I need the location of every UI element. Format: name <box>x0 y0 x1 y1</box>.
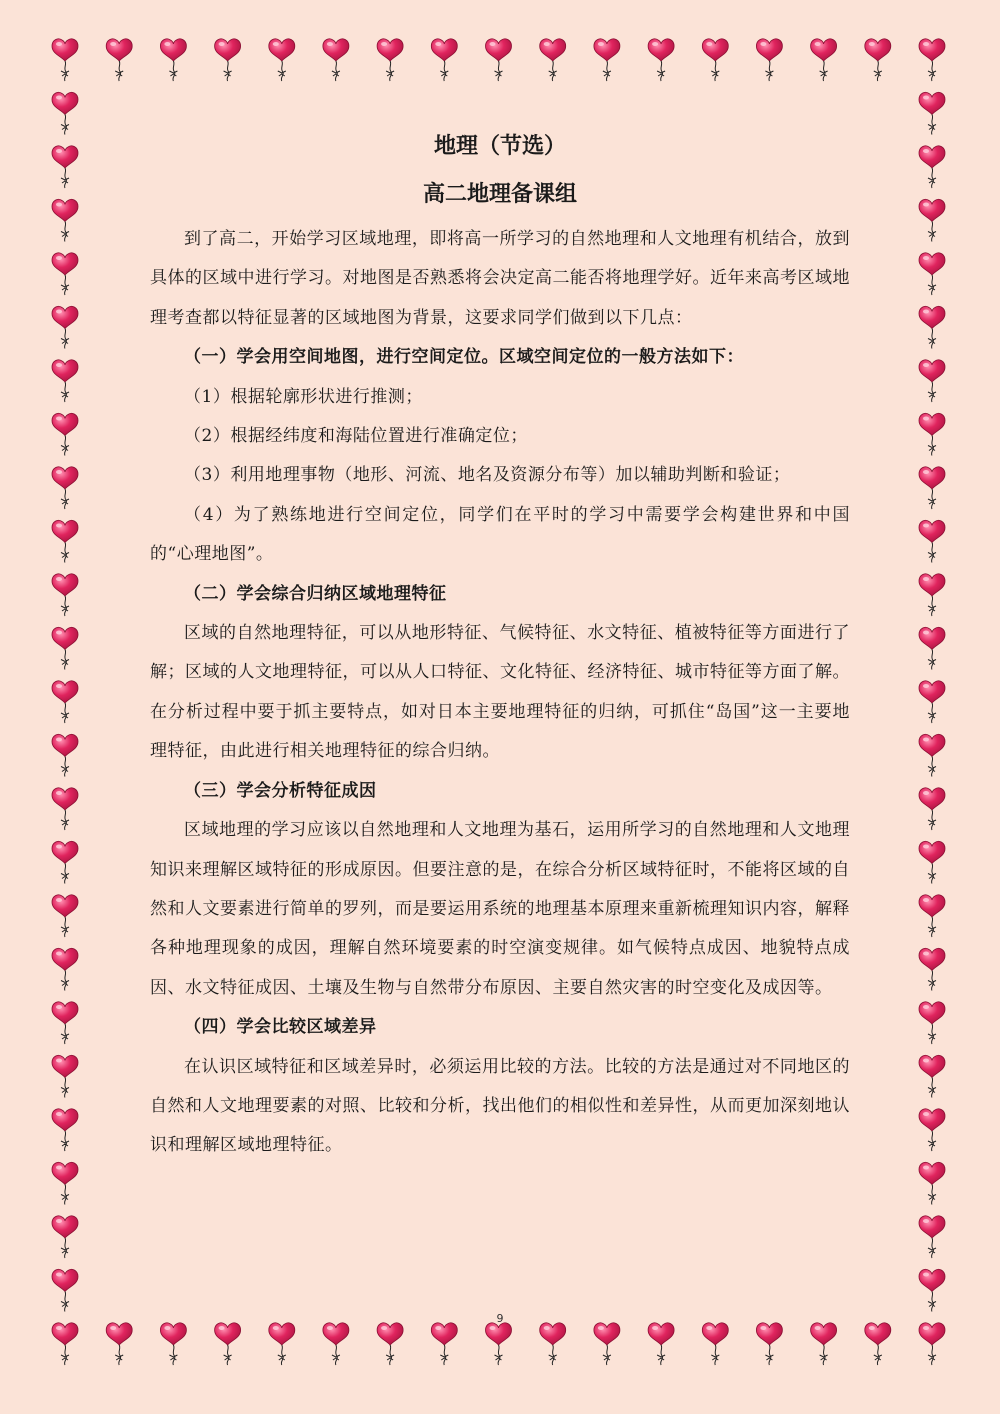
heart-balloon-icon <box>52 734 78 776</box>
heart-balloon-icon <box>919 467 945 509</box>
heart-balloon-icon <box>919 1055 945 1097</box>
section-1-item-3: （3）利用地理事物（地形、河流、地名及资源分布等）加以辅助判断和验证； <box>184 465 791 486</box>
heart-balloon-icon <box>106 1323 132 1365</box>
heart-balloon-icon <box>919 841 945 883</box>
heart-balloon-icon <box>756 39 782 81</box>
page-number: 9 <box>496 1312 504 1325</box>
heart-balloon-icon <box>919 788 945 830</box>
heart-balloon-icon <box>215 39 241 81</box>
heart-balloon-icon <box>811 1323 837 1365</box>
heart-balloon-icon <box>919 92 945 134</box>
heart-balloon-icon <box>919 253 945 295</box>
heart-balloon-icon <box>919 306 945 348</box>
heart-balloon-icon <box>52 627 78 669</box>
heart-balloon-icon <box>865 1323 891 1365</box>
heart-balloon-icon <box>215 1323 241 1365</box>
heart-balloon-icon <box>702 39 728 81</box>
heart-balloon-icon <box>919 627 945 669</box>
heart-balloon-icon <box>52 146 78 188</box>
heart-balloon-icon <box>594 39 620 81</box>
section-4-body: 在认识区域特征和区域差异时，必须运用比较的方法。比较的方法是通过对不同地区的自然和人文地理要素的对照、比较和分析，找出他们的相似性和差异性，从而更加深刻地认识和理解区域地理特征。 <box>150 1056 850 1156</box>
heart-balloon-icon <box>52 1002 78 1044</box>
heart-balloon-icon <box>52 895 78 937</box>
heart-balloon-icon <box>52 413 78 455</box>
heart-balloon-icon <box>52 306 78 348</box>
heart-balloon-icon <box>52 1323 78 1365</box>
heart-balloon-icon <box>540 39 566 81</box>
heart-balloon-icon <box>919 39 945 81</box>
heart-balloon-icon <box>919 413 945 455</box>
heart-balloon-icon <box>919 1216 945 1258</box>
heart-balloon-icon <box>756 1323 782 1365</box>
heart-balloon-icon <box>919 574 945 616</box>
heart-balloon-icon <box>594 1323 620 1365</box>
heart-balloon-icon <box>486 39 512 81</box>
heart-balloon-icon <box>160 1323 186 1365</box>
heart-balloon-icon <box>486 1323 512 1365</box>
heart-balloon-icon <box>52 92 78 134</box>
heart-balloon-icon <box>52 199 78 241</box>
heart-balloon-icon <box>919 146 945 188</box>
section-1-heading: （一）学会用空间地图，进行空间定位。区域空间定位的一般方法如下： <box>184 347 744 368</box>
heart-balloon-icon <box>52 253 78 295</box>
section-1-item-1: （1）根据轮廓形状进行推测； <box>184 386 423 407</box>
heart-balloon-icon <box>540 1323 566 1365</box>
section-1-item-2: （2）根据经纬度和海陆位置进行准确定位； <box>184 426 528 447</box>
heart-balloon-icon <box>269 39 295 81</box>
heart-balloon-icon <box>106 39 132 81</box>
heart-balloon-icon <box>648 39 674 81</box>
heart-balloon-icon <box>919 734 945 776</box>
heart-balloon-icon <box>52 1055 78 1097</box>
heart-balloon-icon <box>919 1002 945 1044</box>
heart-balloon-icon <box>52 39 78 81</box>
heart-balloon-icon <box>919 895 945 937</box>
heart-balloon-icon <box>865 39 891 81</box>
heart-balloon-icon <box>431 39 457 81</box>
section-1-item-4: （4）为了熟练地进行空间定位，同学们在平时的学习中需要学会构建世界和中国的“心理地图”。 <box>150 504 850 565</box>
document-body <box>150 128 850 1166</box>
heart-balloon-icon <box>648 1323 674 1365</box>
heart-balloon-icon <box>52 1162 78 1204</box>
document-title: 地理（节选） <box>433 133 566 159</box>
heart-balloon-icon <box>431 1323 457 1365</box>
section-4-heading: （四）学会比较区域差异 <box>184 1017 377 1038</box>
section-3-heading: （三）学会分析特征成因 <box>184 780 377 801</box>
heart-balloon-icon <box>919 1323 945 1365</box>
heart-balloon-icon <box>323 39 349 81</box>
heart-balloon-icon <box>377 1323 403 1365</box>
heart-balloon-icon <box>919 948 945 990</box>
heart-balloon-icon <box>52 520 78 562</box>
heart-balloon-icon <box>52 1216 78 1258</box>
section-2-body: 区域的自然地理特征，可以从地形特征、气候特征、水文特征、植被特征等方面进行了解；区域的人文地理特征，可以从人口特征、文化特征、经济特征、城市特征等方面了解。在分析过程中要于抓主要特点，如对日本主要地理特征的归纳，可抓住“岛国”这一主要地理特征，由此进行相关地理特征的综合归纳。 <box>150 623 850 762</box>
document-author: 高二地理备课组 <box>422 181 577 207</box>
heart-balloon-icon <box>702 1323 728 1365</box>
heart-balloon-icon <box>919 1109 945 1151</box>
heart-balloon-icon <box>919 360 945 402</box>
heart-balloon-icon <box>52 467 78 509</box>
heart-balloon-icon <box>811 39 837 81</box>
heart-balloon-icon <box>919 199 945 241</box>
section-2-heading: （二）学会综合归纳区域地理特征 <box>184 583 447 604</box>
heart-balloon-icon <box>52 360 78 402</box>
heart-balloon-icon <box>52 788 78 830</box>
heart-balloon-icon <box>52 948 78 990</box>
heart-balloon-icon <box>52 574 78 616</box>
heart-balloon-icon <box>919 1162 945 1204</box>
heart-balloon-icon <box>160 39 186 81</box>
heart-balloon-icon <box>919 681 945 723</box>
heart-balloon-icon <box>52 681 78 723</box>
heart-balloon-icon <box>919 1269 945 1311</box>
intro-paragraph: 到了高二，开始学习区域地理，即将高一所学习的自然地理和人文地理有机结合，放到具体的区域中进行学习。对地图是否熟悉将会决定高二能否将地理学好。近年来高考区域地理考查都以特征显著的区域地图为背景，这要求同学们做到以下几点： <box>150 229 850 328</box>
heart-balloon-icon <box>52 841 78 883</box>
heart-balloon-icon <box>919 520 945 562</box>
heart-balloon-icon <box>52 1269 78 1311</box>
heart-balloon-icon <box>323 1323 349 1365</box>
heart-balloon-icon <box>52 1109 78 1151</box>
heart-balloon-icon <box>377 39 403 81</box>
section-3-body: 区域地理的学习应该以自然地理和人文地理为基石，运用所学习的自然地理和人文地理知识来理解区域特征的形成原因。但要注意的是，在综合分析区域特征时，不能将区域的自然和人文要素进行简单的罗列，而是要运用系统的地理基本原理来重新梳理知识内容，解释各种地理现象的成因，理解自然环境要素的时空演变规律。如气候特点成因、地貌特点成因、水文特征成因、土壤及生物与自然带分布原因、主要自然灾害的时空变化及成因等。 <box>150 820 850 998</box>
heart-balloon-icon <box>269 1323 295 1365</box>
